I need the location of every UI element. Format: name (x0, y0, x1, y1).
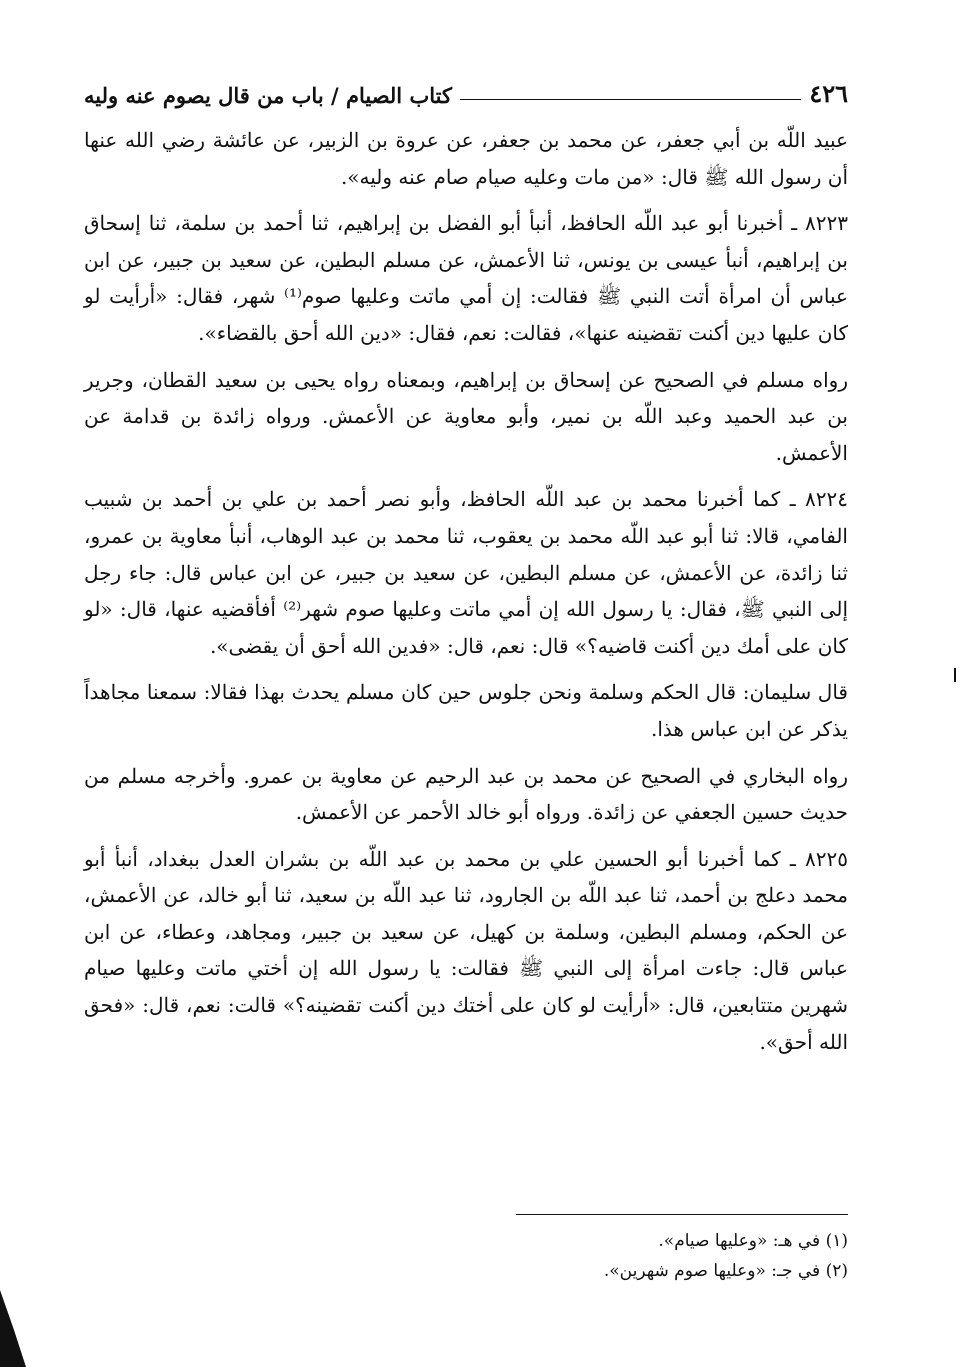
hadith-8223: ٨٢٢٣ ـ أخبرنا أبو عبد اللّه الحافظ، أنبأ أبو الفضل بن إبراهيم، ثنا أحمد بن سلمة، ثنا إسحاق بن إبراهيم، أنبأ عيسى بن يونس، ثنا الأعمش، عن مسلم البطين، عن سعيد بن جبير، عن ابن عباس أن امرأة أتت النبي ﷺ فقالت: إن أمي ماتت وعليها صوم⁽¹⁾ شهر، فقال: «أرأيت لو كان عليها دين أكنت تقضينه عنها»، فقالت: نعم، فقال: «دين الله أحق بالقضاء». (84, 211, 848, 345)
page-body (84, 122, 848, 1070)
paragraph: رواه البخاري في الصحيح عن محمد بن عبد الرحيم عن معاوية بن عمرو. وأخرجه مسلم من حديث حسين الجعفي عن زائدة. ورواه أبو خالد الأحمر عن الأعمش. (84, 763, 848, 825)
footnote-separator (516, 1214, 848, 1215)
hadith-8225: ٨٢٢٥ ـ كما أخبرنا أبو الحسين علي بن محمد بن عبد اللّه بن بشران العدل ببغداد، أنبأ أبو محمد دعلج بن أحمد، ثنا عبد اللّه بن الجارود، ثنا عبد اللّه بن سعيد، ثنا أبو خالد، عن الأعمش، عن الحكم، ومسلم البطين، وسلمة بن كهيل، عن سعيد بن جبير، ومجاهد، وعطاء، عن ابن عباس قال: جاءت امرأة إلى النبي ﷺ فقالت: يا رسول الله إن أختي ماتت وعليها صيام شهرين متتابعين، قال: «أرأيت لو كان على أختك دين أكنت تقضينه؟» قالت: نعم، قال: «فحق الله أحق». (84, 846, 848, 1054)
header-rule (460, 99, 801, 100)
footnote-2: (٢) في جـ: «وعليها صوم شهرين». (603, 1261, 848, 1281)
running-title: كتاب الصيام / باب من قال يصوم عنه وليه (84, 83, 452, 108)
footnote-1: (١) في هـ: «وعليها صيام». (658, 1231, 848, 1251)
paragraph: عبيد اللّه بن أبي جعفر، عن محمد بن جعفر، عن عروة بن الزبير، عن عائشة رضي الله عنها أن رسول الله ﷺ قال: «من مات وعليه صيام صام عنه وليه». (84, 128, 848, 189)
margin-tick (954, 668, 956, 682)
page-number: ٤٢٦ (809, 79, 848, 108)
page-header (84, 72, 848, 108)
page-edge-shadow (0, 1290, 30, 1367)
paragraph: قال سليمان: قال الحكم وسلمة ونحن جلوس حين كان مسلم يحدث بهذا فقالا: سمعنا مجاهداً يذكر عن ابن عباس هذا. (84, 680, 848, 741)
footnotes (84, 1226, 848, 1286)
hadith-8224: ٨٢٢٤ ـ كما أخبرنا محمد بن عبد اللّه الحافظ، وأبو نصر أحمد بن علي بن أحمد بن شبيب الفامي، قالا: ثنا أبو عبد اللّه محمد بن يعقوب، ثنا محمد بن عبد الوهاب، أنبأ معاوية بن عمرو، ثنا زائدة، عن الأعمش، عن مسلم البطين، عن سعيد بن جبير، عن ابن عباس قال: جاء رجل إلى النبي ﷺ، فقال: يا رسول الله إن أمي ماتت وعليها صوم شهر⁽²⁾ أفأقضيه عنها، قال: «لو كان على أمك دين أكنت قاضيه؟» قال: نعم، قال: «فدين الله أحق أن يقضى». (84, 487, 848, 658)
paragraph: رواه مسلم في الصحيح عن إسحاق بن إبراهيم، وبمعناه رواه يحيى بن سعيد القطان، وجرير بن عبد الحميد وعبد اللّه بن نمير، وأبو معاوية عن الأعمش. ورواه زائدة بن قدامة عن الأعمش. (84, 367, 848, 465)
